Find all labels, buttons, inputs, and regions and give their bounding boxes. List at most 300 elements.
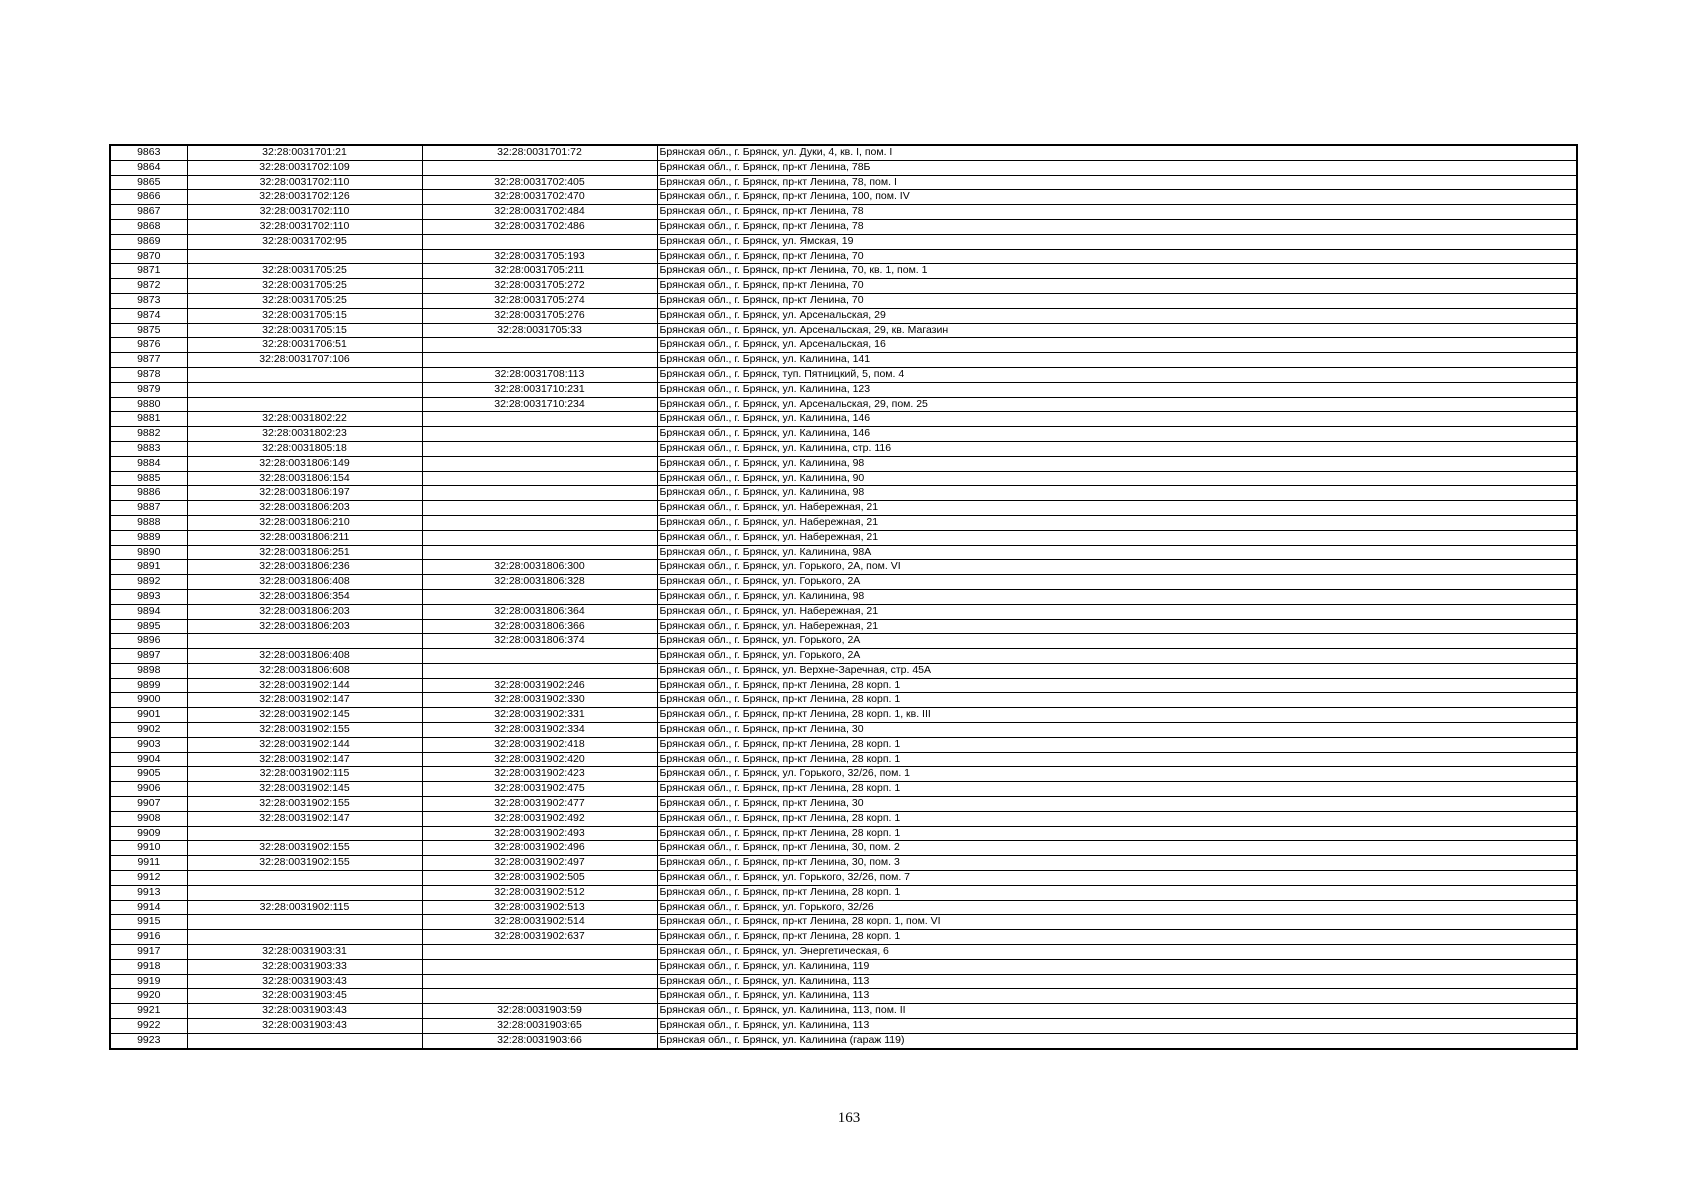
table-row bbox=[110, 397, 1577, 412]
table-row bbox=[110, 353, 1577, 368]
table-row bbox=[110, 575, 1577, 590]
linked-cadastral-number-cell: 32:28:0031902:477 bbox=[422, 797, 657, 812]
linked-cadastral-number-cell: 32:28:0031702:486 bbox=[422, 219, 657, 234]
row-number-cell: 9874 bbox=[110, 308, 187, 323]
row-number-cell: 9903 bbox=[110, 737, 187, 752]
cadastral-number-cell bbox=[187, 382, 422, 397]
address-cell: Брянская обл., г. Брянск, туп. Пятницкий, 5, пом. 4 bbox=[657, 367, 1577, 382]
cadastral-number-cell: 32:28:0031702:126 bbox=[187, 190, 422, 205]
row-number-cell: 9921 bbox=[110, 1004, 187, 1019]
cadastral-number-cell: 32:28:0031903:43 bbox=[187, 1004, 422, 1019]
table-row bbox=[110, 427, 1577, 442]
linked-cadastral-number-cell: 32:28:0031903:65 bbox=[422, 1019, 657, 1034]
address-cell: Брянская обл., г. Брянск, ул. Калинина, 119 bbox=[657, 959, 1577, 974]
cadastral-number-cell: 32:28:0031806:211 bbox=[187, 530, 422, 545]
address-cell: Брянская обл., г. Брянск, ул. Дуки, 4, кв. I, пом. I bbox=[657, 145, 1577, 160]
table-row bbox=[110, 589, 1577, 604]
table-row bbox=[110, 293, 1577, 308]
row-number-cell: 9912 bbox=[110, 871, 187, 886]
table-row bbox=[110, 723, 1577, 738]
table-row bbox=[110, 663, 1577, 678]
address-cell: Брянская обл., г. Брянск, ул. Горького, 32/26, пом. 1 bbox=[657, 767, 1577, 782]
address-cell: Брянская обл., г. Брянск, пр-кт Ленина, 30 bbox=[657, 797, 1577, 812]
address-cell: Брянская обл., г. Брянск, ул. Калинина, 113, пом. II bbox=[657, 1004, 1577, 1019]
linked-cadastral-number-cell bbox=[422, 989, 657, 1004]
cadastral-number-cell: 32:28:0031806:203 bbox=[187, 619, 422, 634]
row-number-cell: 9904 bbox=[110, 752, 187, 767]
row-number-cell: 9885 bbox=[110, 471, 187, 486]
table-row bbox=[110, 219, 1577, 234]
table-row bbox=[110, 959, 1577, 974]
linked-cadastral-number-cell: 32:28:0031902:246 bbox=[422, 678, 657, 693]
table-row bbox=[110, 708, 1577, 723]
address-cell: Брянская обл., г. Брянск, пр-кт Ленина, 28 корп. 1 bbox=[657, 752, 1577, 767]
row-number-cell: 9900 bbox=[110, 693, 187, 708]
linked-cadastral-number-cell bbox=[422, 589, 657, 604]
row-number-cell: 9867 bbox=[110, 205, 187, 220]
cadastral-number-cell bbox=[187, 249, 422, 264]
cadastral-number-cell: 32:28:0031706:51 bbox=[187, 338, 422, 353]
row-number-cell: 9872 bbox=[110, 279, 187, 294]
row-number-cell: 9870 bbox=[110, 249, 187, 264]
linked-cadastral-number-cell: 32:28:0031902:334 bbox=[422, 723, 657, 738]
linked-cadastral-number-cell: 32:28:0031902:493 bbox=[422, 826, 657, 841]
cadastral-number-cell: 32:28:0031806:154 bbox=[187, 471, 422, 486]
row-number-cell: 9894 bbox=[110, 604, 187, 619]
cadastral-number-cell: 32:28:0031903:43 bbox=[187, 974, 422, 989]
row-number-cell: 9888 bbox=[110, 515, 187, 530]
linked-cadastral-number-cell bbox=[422, 945, 657, 960]
cadastral-number-cell: 32:28:0031902:147 bbox=[187, 752, 422, 767]
row-number-cell: 9899 bbox=[110, 678, 187, 693]
address-cell: Брянская обл., г. Брянск, пр-кт Ленина, 28 корп. 1, пом. VI bbox=[657, 915, 1577, 930]
row-number-cell: 9881 bbox=[110, 412, 187, 427]
address-cell: Брянская обл., г. Брянск, пр-кт Ленина, 70 bbox=[657, 293, 1577, 308]
row-number-cell: 9917 bbox=[110, 945, 187, 960]
cadastral-number-cell bbox=[187, 634, 422, 649]
linked-cadastral-number-cell: 32:28:0031902:418 bbox=[422, 737, 657, 752]
linked-cadastral-number-cell bbox=[422, 501, 657, 516]
address-cell: Брянская обл., г. Брянск, ул. Набережная, 21 bbox=[657, 604, 1577, 619]
table-row bbox=[110, 856, 1577, 871]
address-cell: Брянская обл., г. Брянск, пр-кт Ленина, 30, пом. 2 bbox=[657, 841, 1577, 856]
address-cell: Брянская обл., г. Брянск, пр-кт Ленина, 78 bbox=[657, 205, 1577, 220]
cadastral-number-cell: 32:28:0031903:33 bbox=[187, 959, 422, 974]
cadastral-number-cell: 32:28:0031903:45 bbox=[187, 989, 422, 1004]
cadastral-number-cell: 32:28:0031701:21 bbox=[187, 145, 422, 160]
cadastral-number-cell: 32:28:0031806:608 bbox=[187, 663, 422, 678]
linked-cadastral-number-cell: 32:28:0031902:420 bbox=[422, 752, 657, 767]
cadastral-number-cell bbox=[187, 930, 422, 945]
table-row bbox=[110, 382, 1577, 397]
table-row bbox=[110, 826, 1577, 841]
linked-cadastral-number-cell: 32:28:0031902:505 bbox=[422, 871, 657, 886]
table-row bbox=[110, 530, 1577, 545]
registry-body bbox=[110, 145, 1577, 1049]
row-number-cell: 9873 bbox=[110, 293, 187, 308]
address-cell: Брянская обл., г. Брянск, ул. Калинина, 98 bbox=[657, 456, 1577, 471]
table-row bbox=[110, 871, 1577, 886]
row-number-cell: 9923 bbox=[110, 1033, 187, 1048]
address-cell: Брянская обл., г. Брянск, пр-кт Ленина, 28 корп. 1 bbox=[657, 811, 1577, 826]
row-number-cell: 9897 bbox=[110, 649, 187, 664]
linked-cadastral-number-cell: 32:28:0031902:331 bbox=[422, 708, 657, 723]
cadastral-number-cell bbox=[187, 1033, 422, 1048]
linked-cadastral-number-cell: 32:28:0031806:300 bbox=[422, 560, 657, 575]
address-cell: Брянская обл., г. Брянск, ул. Набережная, 21 bbox=[657, 501, 1577, 516]
linked-cadastral-number-cell: 32:28:0031710:234 bbox=[422, 397, 657, 412]
row-number-cell: 9890 bbox=[110, 545, 187, 560]
row-number-cell: 9865 bbox=[110, 175, 187, 190]
address-cell: Брянская обл., г. Брянск, ул. Калинина, 98 bbox=[657, 486, 1577, 501]
row-number-cell: 9915 bbox=[110, 915, 187, 930]
row-number-cell: 9901 bbox=[110, 708, 187, 723]
linked-cadastral-number-cell: 32:28:0031902:512 bbox=[422, 885, 657, 900]
linked-cadastral-number-cell: 32:28:0031702:484 bbox=[422, 205, 657, 220]
linked-cadastral-number-cell: 32:28:0031710:231 bbox=[422, 382, 657, 397]
linked-cadastral-number-cell: 32:28:0031902:514 bbox=[422, 915, 657, 930]
address-cell: Брянская обл., г. Брянск, ул. Энергетическая, 6 bbox=[657, 945, 1577, 960]
address-cell: Брянская обл., г. Брянск, ул. Горького, 2А bbox=[657, 575, 1577, 590]
row-number-cell: 9905 bbox=[110, 767, 187, 782]
linked-cadastral-number-cell bbox=[422, 649, 657, 664]
row-number-cell: 9869 bbox=[110, 234, 187, 249]
row-number-cell: 9919 bbox=[110, 974, 187, 989]
table-row bbox=[110, 1019, 1577, 1034]
table-row bbox=[110, 737, 1577, 752]
row-number-cell: 9895 bbox=[110, 619, 187, 634]
cadastral-number-cell: 32:28:0031802:22 bbox=[187, 412, 422, 427]
row-number-cell: 9892 bbox=[110, 575, 187, 590]
table-row bbox=[110, 264, 1577, 279]
cadastral-number-cell: 32:28:0031902:144 bbox=[187, 737, 422, 752]
row-number-cell: 9884 bbox=[110, 456, 187, 471]
linked-cadastral-number-cell: 32:28:0031705:272 bbox=[422, 279, 657, 294]
row-number-cell: 9866 bbox=[110, 190, 187, 205]
address-cell: Брянская обл., г. Брянск, пр-кт Ленина, 70, кв. 1, пом. 1 bbox=[657, 264, 1577, 279]
linked-cadastral-number-cell: 32:28:0031902:496 bbox=[422, 841, 657, 856]
row-number-cell: 9907 bbox=[110, 797, 187, 812]
table-row bbox=[110, 1033, 1577, 1048]
cadastral-number-cell bbox=[187, 397, 422, 412]
linked-cadastral-number-cell bbox=[422, 160, 657, 175]
address-cell: Брянская обл., г. Брянск, пр-кт Ленина, 30, пом. 3 bbox=[657, 856, 1577, 871]
cadastral-number-cell: 32:28:0031903:31 bbox=[187, 945, 422, 960]
row-number-cell: 9909 bbox=[110, 826, 187, 841]
linked-cadastral-number-cell: 32:28:0031702:405 bbox=[422, 175, 657, 190]
row-number-cell: 9889 bbox=[110, 530, 187, 545]
address-cell: Брянская обл., г. Брянск, ул. Горького, 2А bbox=[657, 634, 1577, 649]
cadastral-number-cell: 32:28:0031806:354 bbox=[187, 589, 422, 604]
cadastral-number-cell: 32:28:0031806:203 bbox=[187, 604, 422, 619]
linked-cadastral-number-cell: 32:28:0031902:637 bbox=[422, 930, 657, 945]
table-row bbox=[110, 841, 1577, 856]
cadastral-number-cell: 32:28:0031805:18 bbox=[187, 441, 422, 456]
table-row bbox=[110, 560, 1577, 575]
address-cell: Брянская обл., г. Брянск, ул. Горького, 32/26 bbox=[657, 900, 1577, 915]
address-cell: Брянская обл., г. Брянск, ул. Арсенальская, 16 bbox=[657, 338, 1577, 353]
property-registry-table bbox=[109, 144, 1578, 1050]
table-row bbox=[110, 900, 1577, 915]
address-cell: Брянская обл., г. Брянск, ул. Набережная, 21 bbox=[657, 619, 1577, 634]
row-number-cell: 9898 bbox=[110, 663, 187, 678]
row-number-cell: 9875 bbox=[110, 323, 187, 338]
linked-cadastral-number-cell: 32:28:0031902:423 bbox=[422, 767, 657, 782]
row-number-cell: 9882 bbox=[110, 427, 187, 442]
cadastral-number-cell: 32:28:0031705:25 bbox=[187, 264, 422, 279]
row-number-cell: 9918 bbox=[110, 959, 187, 974]
address-cell: Брянская обл., г. Брянск, ул. Арсенальская, 29 bbox=[657, 308, 1577, 323]
table-row bbox=[110, 678, 1577, 693]
table-row bbox=[110, 604, 1577, 619]
table-row bbox=[110, 441, 1577, 456]
cadastral-number-cell: 32:28:0031806:408 bbox=[187, 575, 422, 590]
cadastral-number-cell: 32:28:0031806:408 bbox=[187, 649, 422, 664]
table-row bbox=[110, 175, 1577, 190]
row-number-cell: 9896 bbox=[110, 634, 187, 649]
cadastral-number-cell: 32:28:0031806:203 bbox=[187, 501, 422, 516]
address-cell: Брянская обл., г. Брянск, ул. Арсенальская, 29, кв. Магазин bbox=[657, 323, 1577, 338]
table-row bbox=[110, 367, 1577, 382]
address-cell: Брянская обл., г. Брянск, ул. Калинина, 98А bbox=[657, 545, 1577, 560]
cadastral-number-cell: 32:28:0031806:236 bbox=[187, 560, 422, 575]
row-number-cell: 9893 bbox=[110, 589, 187, 604]
address-cell: Брянская обл., г. Брянск, пр-кт Ленина, 28 корп. 1 bbox=[657, 737, 1577, 752]
table-row bbox=[110, 797, 1577, 812]
linked-cadastral-number-cell: 32:28:0031902:330 bbox=[422, 693, 657, 708]
cadastral-number-cell: 32:28:0031702:109 bbox=[187, 160, 422, 175]
table-row bbox=[110, 234, 1577, 249]
address-cell: Брянская обл., г. Брянск, ул. Набережная, 21 bbox=[657, 515, 1577, 530]
table-row bbox=[110, 545, 1577, 560]
row-number-cell: 9913 bbox=[110, 885, 187, 900]
table-row bbox=[110, 693, 1577, 708]
cadastral-number-cell: 32:28:0031902:147 bbox=[187, 693, 422, 708]
table-row bbox=[110, 930, 1577, 945]
cadastral-number-cell: 32:28:0031902:155 bbox=[187, 723, 422, 738]
cadastral-number-cell: 32:28:0031903:43 bbox=[187, 1019, 422, 1034]
address-cell: Брянская обл., г. Брянск, пр-кт Ленина, 28 корп. 1 bbox=[657, 693, 1577, 708]
row-number-cell: 9863 bbox=[110, 145, 187, 160]
linked-cadastral-number-cell: 32:28:0031705:276 bbox=[422, 308, 657, 323]
cadastral-number-cell: 32:28:0031705:15 bbox=[187, 308, 422, 323]
row-number-cell: 9920 bbox=[110, 989, 187, 1004]
cadastral-number-cell bbox=[187, 871, 422, 886]
linked-cadastral-number-cell: 32:28:0031806:364 bbox=[422, 604, 657, 619]
linked-cadastral-number-cell bbox=[422, 441, 657, 456]
linked-cadastral-number-cell bbox=[422, 545, 657, 560]
linked-cadastral-number-cell: 32:28:0031708:113 bbox=[422, 367, 657, 382]
row-number-cell: 9902 bbox=[110, 723, 187, 738]
cadastral-number-cell: 32:28:0031902:145 bbox=[187, 708, 422, 723]
table-row bbox=[110, 205, 1577, 220]
table-row bbox=[110, 412, 1577, 427]
page-number: 163 bbox=[837, 1110, 861, 1126]
table-row bbox=[110, 471, 1577, 486]
address-cell: Брянская обл., г. Брянск, пр-кт Ленина, 28 корп. 1 bbox=[657, 826, 1577, 841]
address-cell: Брянская обл., г. Брянск, ул. Калинина, 113 bbox=[657, 1019, 1577, 1034]
cadastral-number-cell: 32:28:0031705:25 bbox=[187, 293, 422, 308]
table-row bbox=[110, 885, 1577, 900]
row-number-cell: 9886 bbox=[110, 486, 187, 501]
table-row bbox=[110, 145, 1577, 160]
row-number-cell: 9876 bbox=[110, 338, 187, 353]
cadastral-number-cell: 32:28:0031707:106 bbox=[187, 353, 422, 368]
row-number-cell: 9880 bbox=[110, 397, 187, 412]
cadastral-number-cell: 32:28:0031702:110 bbox=[187, 205, 422, 220]
table-row bbox=[110, 456, 1577, 471]
cadastral-number-cell: 32:28:0031806:251 bbox=[187, 545, 422, 560]
address-cell: Брянская обл., г. Брянск, пр-кт Ленина, 28 корп. 1 bbox=[657, 930, 1577, 945]
cadastral-number-cell: 32:28:0031705:25 bbox=[187, 279, 422, 294]
linked-cadastral-number-cell: 32:28:0031705:211 bbox=[422, 264, 657, 279]
address-cell: Брянская обл., г. Брянск, ул. Арсенальская, 29, пом. 25 bbox=[657, 397, 1577, 412]
address-cell: Брянская обл., г. Брянск, ул. Горького, 2А bbox=[657, 649, 1577, 664]
address-cell: Брянская обл., г. Брянск, ул. Калинина, 123 bbox=[657, 382, 1577, 397]
table-row bbox=[110, 160, 1577, 175]
cadastral-number-cell: 32:28:0031902:155 bbox=[187, 856, 422, 871]
table-row bbox=[110, 752, 1577, 767]
cadastral-number-cell: 32:28:0031902:147 bbox=[187, 811, 422, 826]
cadastral-number-cell bbox=[187, 826, 422, 841]
row-number-cell: 9910 bbox=[110, 841, 187, 856]
linked-cadastral-number-cell bbox=[422, 412, 657, 427]
address-cell: Брянская обл., г. Брянск, ул. Калинина, 113 bbox=[657, 989, 1577, 1004]
linked-cadastral-number-cell: 32:28:0031701:72 bbox=[422, 145, 657, 160]
address-cell: Брянская обл., г. Брянск, пр-кт Ленина, 28 корп. 1, кв. III bbox=[657, 708, 1577, 723]
address-cell: Брянская обл., г. Брянск, пр-кт Ленина, 28 корп. 1 bbox=[657, 885, 1577, 900]
table-row bbox=[110, 308, 1577, 323]
table-row bbox=[110, 338, 1577, 353]
table-row bbox=[110, 515, 1577, 530]
linked-cadastral-number-cell: 32:28:0031806:328 bbox=[422, 575, 657, 590]
address-cell: Брянская обл., г. Брянск, ул. Калинина, 146 bbox=[657, 427, 1577, 442]
linked-cadastral-number-cell: 32:28:0031702:470 bbox=[422, 190, 657, 205]
linked-cadastral-number-cell: 32:28:0031705:274 bbox=[422, 293, 657, 308]
linked-cadastral-number-cell: 32:28:0031705:193 bbox=[422, 249, 657, 264]
table-row bbox=[110, 945, 1577, 960]
address-cell: Брянская обл., г. Брянск, ул. Калинина, 113 bbox=[657, 974, 1577, 989]
row-number-cell: 9906 bbox=[110, 782, 187, 797]
linked-cadastral-number-cell bbox=[422, 974, 657, 989]
cadastral-number-cell: 32:28:0031702:95 bbox=[187, 234, 422, 249]
linked-cadastral-number-cell bbox=[422, 427, 657, 442]
cadastral-number-cell: 32:28:0031806:149 bbox=[187, 456, 422, 471]
linked-cadastral-number-cell bbox=[422, 486, 657, 501]
cadastral-number-cell: 32:28:0031806:197 bbox=[187, 486, 422, 501]
row-number-cell: 9877 bbox=[110, 353, 187, 368]
address-cell: Брянская обл., г. Брянск, ул. Калинина, 146 bbox=[657, 412, 1577, 427]
address-cell: Брянская обл., г. Брянск, ул. Калинина, 98 bbox=[657, 589, 1577, 604]
cadastral-number-cell: 32:28:0031806:210 bbox=[187, 515, 422, 530]
table-row bbox=[110, 915, 1577, 930]
address-cell: Брянская обл., г. Брянск, пр-кт Ленина, 78Б bbox=[657, 160, 1577, 175]
row-number-cell: 9922 bbox=[110, 1019, 187, 1034]
cadastral-number-cell bbox=[187, 367, 422, 382]
address-cell: Брянская обл., г. Брянск, ул. Калинина, стр. 116 bbox=[657, 441, 1577, 456]
linked-cadastral-number-cell bbox=[422, 515, 657, 530]
linked-cadastral-number-cell: 32:28:0031902:497 bbox=[422, 856, 657, 871]
table-row bbox=[110, 190, 1577, 205]
table-row bbox=[110, 486, 1577, 501]
linked-cadastral-number-cell bbox=[422, 959, 657, 974]
cadastral-number-cell bbox=[187, 885, 422, 900]
linked-cadastral-number-cell bbox=[422, 338, 657, 353]
address-cell: Брянская обл., г. Брянск, ул. Горького, 2А, пом. VI bbox=[657, 560, 1577, 575]
linked-cadastral-number-cell bbox=[422, 663, 657, 678]
address-cell: Брянская обл., г. Брянск, ул. Горького, 32/26, пом. 7 bbox=[657, 871, 1577, 886]
row-number-cell: 9911 bbox=[110, 856, 187, 871]
linked-cadastral-number-cell bbox=[422, 234, 657, 249]
address-cell: Брянская обл., г. Брянск, ул. Калинина, 90 bbox=[657, 471, 1577, 486]
address-cell: Брянская обл., г. Брянск, ул. Набережная, 21 bbox=[657, 530, 1577, 545]
cadastral-number-cell: 32:28:0031902:115 bbox=[187, 767, 422, 782]
row-number-cell: 9887 bbox=[110, 501, 187, 516]
linked-cadastral-number-cell: 32:28:0031806:366 bbox=[422, 619, 657, 634]
cadastral-number-cell: 32:28:0031802:23 bbox=[187, 427, 422, 442]
linked-cadastral-number-cell: 32:28:0031903:59 bbox=[422, 1004, 657, 1019]
row-number-cell: 9868 bbox=[110, 219, 187, 234]
cadastral-number-cell: 32:28:0031902:115 bbox=[187, 900, 422, 915]
address-cell: Брянская обл., г. Брянск, ул. Калинина, 141 bbox=[657, 353, 1577, 368]
address-cell: Брянская обл., г. Брянск, ул. Верхне-Заречная, стр. 45А bbox=[657, 663, 1577, 678]
table-row bbox=[110, 974, 1577, 989]
row-number-cell: 9908 bbox=[110, 811, 187, 826]
row-number-cell: 9871 bbox=[110, 264, 187, 279]
linked-cadastral-number-cell bbox=[422, 353, 657, 368]
cadastral-number-cell: 32:28:0031902:155 bbox=[187, 841, 422, 856]
linked-cadastral-number-cell bbox=[422, 456, 657, 471]
linked-cadastral-number-cell: 32:28:0031902:492 bbox=[422, 811, 657, 826]
address-cell: Брянская обл., г. Брянск, ул. Калинина (гараж 119) bbox=[657, 1033, 1577, 1048]
address-cell: Брянская обл., г. Брянск, ул. Ямская, 19 bbox=[657, 234, 1577, 249]
table-row bbox=[110, 279, 1577, 294]
linked-cadastral-number-cell: 32:28:0031902:475 bbox=[422, 782, 657, 797]
address-cell: Брянская обл., г. Брянск, пр-кт Ленина, 78 bbox=[657, 219, 1577, 234]
linked-cadastral-number-cell: 32:28:0031705:33 bbox=[422, 323, 657, 338]
cadastral-number-cell: 32:28:0031705:15 bbox=[187, 323, 422, 338]
table-row bbox=[110, 1004, 1577, 1019]
row-number-cell: 9883 bbox=[110, 441, 187, 456]
table-row bbox=[110, 782, 1577, 797]
linked-cadastral-number-cell: 32:28:0031903:66 bbox=[422, 1033, 657, 1048]
row-number-cell: 9916 bbox=[110, 930, 187, 945]
address-cell: Брянская обл., г. Брянск, пр-кт Ленина, 30 bbox=[657, 723, 1577, 738]
address-cell: Брянская обл., г. Брянск, пр-кт Ленина, 28 корп. 1 bbox=[657, 678, 1577, 693]
table-row bbox=[110, 323, 1577, 338]
linked-cadastral-number-cell: 32:28:0031806:374 bbox=[422, 634, 657, 649]
table-row bbox=[110, 501, 1577, 516]
cadastral-number-cell: 32:28:0031902:155 bbox=[187, 797, 422, 812]
cadastral-number-cell: 32:28:0031902:145 bbox=[187, 782, 422, 797]
table-row bbox=[110, 634, 1577, 649]
address-cell: Брянская обл., г. Брянск, пр-кт Ленина, 100, пом. IV bbox=[657, 190, 1577, 205]
cadastral-number-cell: 32:28:0031702:110 bbox=[187, 219, 422, 234]
address-cell: Брянская обл., г. Брянск, пр-кт Ленина, 70 bbox=[657, 249, 1577, 264]
table-row bbox=[110, 767, 1577, 782]
address-cell: Брянская обл., г. Брянск, пр-кт Ленина, 70 bbox=[657, 279, 1577, 294]
address-cell: Брянская обл., г. Брянск, пр-кт Ленина, 78, пом. I bbox=[657, 175, 1577, 190]
address-cell: Брянская обл., г. Брянск, пр-кт Ленина, 28 корп. 1 bbox=[657, 782, 1577, 797]
row-number-cell: 9914 bbox=[110, 900, 187, 915]
table-row bbox=[110, 649, 1577, 664]
table-row bbox=[110, 989, 1577, 1004]
table-row bbox=[110, 249, 1577, 264]
cadastral-number-cell bbox=[187, 915, 422, 930]
row-number-cell: 9891 bbox=[110, 560, 187, 575]
linked-cadastral-number-cell bbox=[422, 471, 657, 486]
table-row bbox=[110, 619, 1577, 634]
